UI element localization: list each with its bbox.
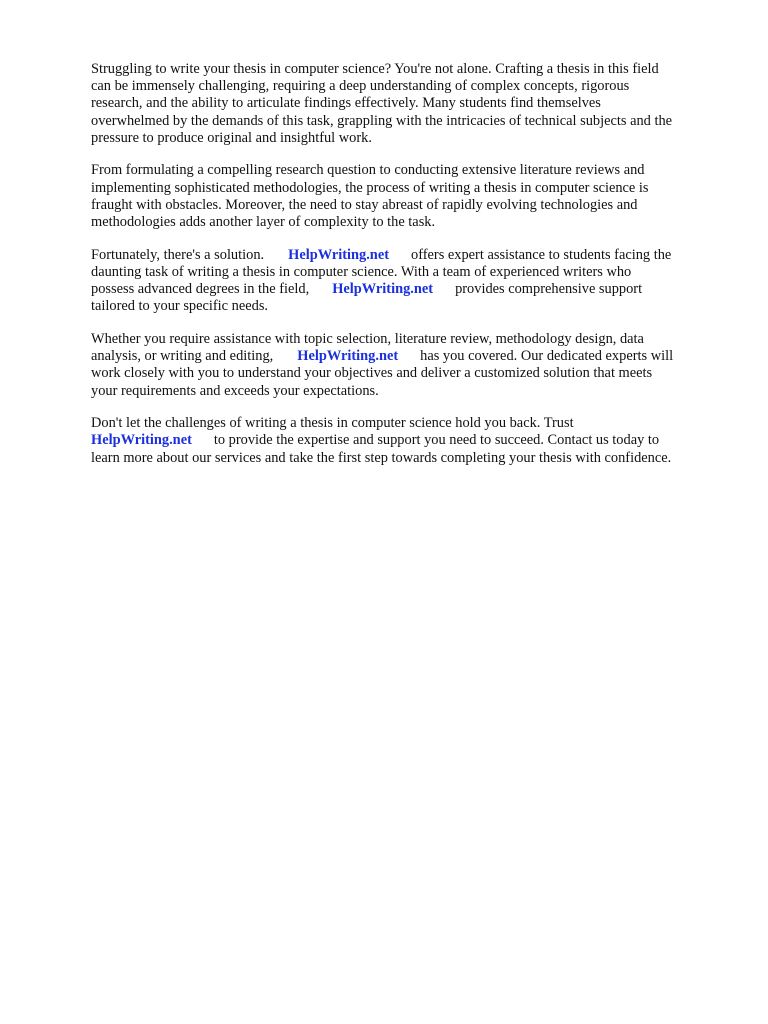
text-segment: to provide the expertise and support you need to succeed. Contact us today to	[213, 432, 660, 449]
text-line	[91, 247, 731, 264]
text-line: pressure to produce original and insightful work.	[91, 129, 372, 146]
text-line: can be immensely challenging, requiring a deep understanding of complex concepts, rigorous	[91, 78, 630, 95]
text-line	[91, 348, 731, 365]
text-line: fraught with obstacles. Moreover, the need to stay abreast of rapidly evolving technologies and	[91, 196, 638, 213]
paragraph-services	[91, 331, 731, 400]
paragraph-call-to-action	[91, 415, 731, 467]
text-segment: analysis, or writing and editing,	[91, 348, 274, 365]
text-segment: has you covered. Our dedicated experts will	[420, 348, 674, 365]
text-line: your requirements and exceeds your expectations.	[91, 382, 379, 399]
text-line: research, and the ability to articulate findings effectively. Many students find themselves	[91, 95, 601, 112]
helpwriting-link[interactable]: HelpWriting.net	[332, 281, 434, 298]
text-line	[91, 281, 731, 298]
helpwriting-link[interactable]: HelpWriting.net	[288, 246, 389, 263]
text-line: Whether you require assistance with topic selection, literature review, methodology design, data	[91, 330, 644, 347]
text-line: Don't let the challenges of writing a thesis in computer science hold you back. Trust	[91, 415, 574, 432]
text-line: learn more about our services and take the first step towards completing your thesis with confidence.	[91, 449, 672, 466]
text-line: implementing sophisticated methodologies, the process of writing a thesis in computer science is	[91, 179, 649, 196]
text-line: From formulating a compelling research question to conducting extensive literature reviews and	[91, 162, 645, 179]
helpwriting-link[interactable]: HelpWriting.net	[297, 348, 399, 365]
text-line: methodologies adds another layer of complexity to the task.	[91, 214, 436, 230]
paragraph-intro	[91, 61, 731, 147]
document-page	[91, 61, 731, 482]
text-segment: possess advanced degrees in the field,	[91, 281, 310, 298]
text-line	[91, 432, 731, 449]
text-segment: provides comprehensive support	[455, 281, 643, 298]
paragraph-challenges	[91, 162, 731, 231]
text-line: work closely with you to understand your objectives and deliver a customized solution that meets	[91, 365, 653, 382]
text-line: Struggling to write your thesis in computer science? You're not alone. Crafting a thesis in this field	[91, 61, 659, 77]
text-segment: Fortunately, there's a solution.	[91, 246, 265, 263]
helpwriting-link[interactable]: HelpWriting.net	[91, 432, 192, 449]
text-line: tailored to your specific needs.	[91, 298, 269, 315]
text-line: daunting task of writing a thesis in computer science. With a team of experienced writers who	[91, 263, 632, 280]
text-segment: offers expert assistance to students facing the	[411, 246, 672, 263]
paragraph-solution	[91, 247, 731, 316]
text-line: overwhelmed by the demands of this task, grappling with the intricacies of technical subjects and the	[91, 112, 673, 129]
